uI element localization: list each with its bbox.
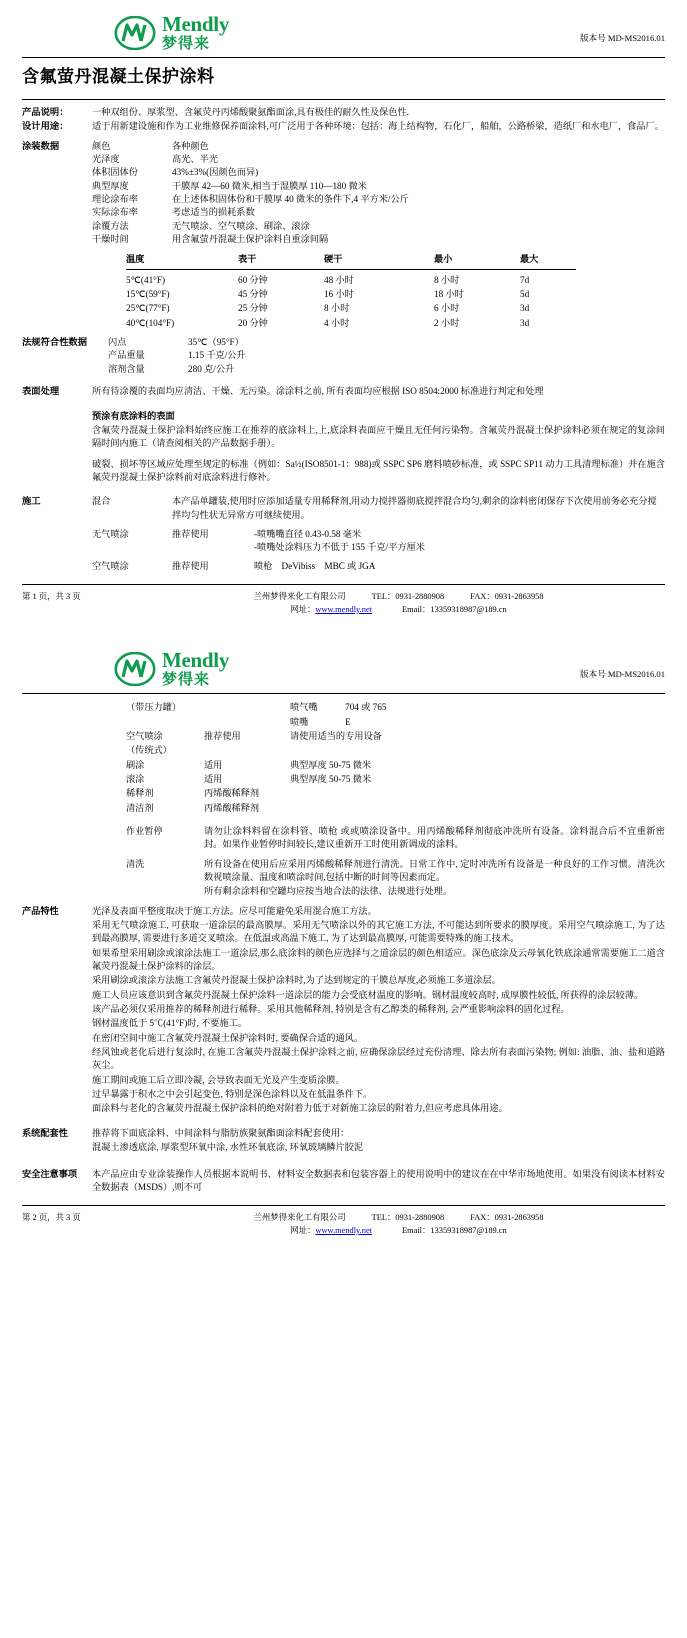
coating-key: 光泽度 (92, 153, 120, 164)
company-email: Email：13359318987@189.cn (402, 1225, 507, 1235)
air-spray-recommend: 推荐使用 (172, 560, 209, 571)
safety-notice-label: 安全注意事项 (22, 1168, 78, 1179)
page-header (22, 14, 665, 55)
system-compatibility-text-2: 混凝土渗透底涂, 厚浆型环氧中涂, 水性环氧底涂, 环氧玻璃鳞片胶泥 (92, 1142, 364, 1153)
feature-item: 如果希望采用刷涂或滚涂法施工一道涂层,那么底涂料的颜色应选择与之道涂层的颜色相适应。深色底涂及云母氧化铁底涂通常需要施工二道含氟荧丹混凝土保护涂料的涂层。 (92, 947, 665, 972)
page2-footer (22, 1212, 665, 1237)
coating-key: 典型厚度 (92, 180, 129, 191)
cell-min: 2 小时 (434, 317, 460, 328)
air-spray-gun: 喷枪 DeVibiss MBC 或 JGA (254, 560, 376, 571)
coating-key: 体积固体份 (92, 167, 138, 178)
table-row (22, 759, 665, 772)
spray-value: 典型厚度 50-75 微米 (290, 759, 372, 770)
regulatory-key: 闪点 (108, 337, 127, 348)
company-fax: FAX：0931-2863958 (470, 591, 544, 601)
product-features-label: 产品特性 (22, 905, 59, 916)
coating-data-label: 涂装数据 (22, 140, 60, 151)
air-spray-row (92, 560, 665, 573)
airless-nozzle: -喷嘴嘴直径 0.43-0.58 毫米 (254, 528, 362, 539)
cell-hard: 16 小时 (324, 289, 354, 300)
spray-mid: 丙烯酸稀释剂 (204, 802, 260, 813)
work-pause-text: 请勿让涂料料留在涂料管、喷枪 或或喷涂设备中。用丙烯酸稀释剂彻底冲洗所有设备。涂料混合后不宜重新密封。如果作业暂停时间较长,建议重新开工时使用新调成的涂料。 (204, 825, 665, 850)
table-row (22, 802, 665, 815)
feature-item: 经风蚀或老化后进行复涂时, 在施工含氟荧丹混凝土保护涂料之前, 应确保涂层经过充份清理、除去所有表面污染物; 例如: 油脂、油、盐和道路灰尘。 (92, 1047, 665, 1071)
coating-data-section (22, 140, 665, 247)
version-number: 版本号 MD-MS2016.01 (580, 33, 665, 43)
coating-key: 颜色 (92, 140, 111, 151)
drying-table-divider (126, 269, 576, 270)
cell-max: 7d (520, 274, 530, 285)
airless-pressure: -喷嘴处涂料压力不低于 155 千克/平方厘米 (254, 542, 425, 553)
coating-row (92, 166, 665, 179)
spray-value: 喷气嘴 704 或 765 (290, 702, 387, 713)
cell-max: 5d (520, 289, 530, 300)
regulatory-row (108, 336, 665, 349)
brand-name-en: Mendly (162, 648, 230, 673)
company-email: Email：13359318987@189.cn (402, 604, 507, 614)
spray-value (290, 787, 665, 800)
work-pause-block (126, 825, 665, 852)
coating-row (92, 206, 665, 219)
construction-body (92, 495, 665, 573)
coating-value: 无气喷涂、空气喷涂、刷涂、滚涂 (172, 220, 310, 231)
feature-item: 采用刷涂或滚涂方法施工含氟荧丹混凝土保护涂料时,为了达到规定的干膜总厚度,必须施工多道涂层。 (92, 975, 501, 986)
spray-mid: 适用 (204, 773, 223, 784)
design-use-text: 适于用新建设施和作为工业维修保养面涂料,可广泛用于各种环境：包括：海上结构物，石化厂，船舶，公路桥梁，造纸厂和水电厂，食品厂。 (92, 121, 664, 132)
spray-mid (204, 716, 290, 729)
regulatory-value: 35℃（95°F） (188, 337, 244, 348)
website-link[interactable]: www.mendly.net (315, 604, 372, 614)
regulatory-row (108, 349, 665, 362)
surface-prep-text: 所有待涂覆的表面均应清洁、干燥、无污染。涂涂料之前, 所有表面均应根据 ISO 8504:2000 标准进行判定和处理 (92, 386, 544, 397)
feature-item: 施工人员应该意识到含氟荧丹混凝土保护涂料一道涂层的能力会受底材温度的影响。钢材温度较高时, 成厚膜性较低, 所获得的涂层较薄。 (92, 989, 644, 1000)
feature-item: 施工期间或施工后立即冷凝, 会导致表面无光及产生变质涂膜。 (92, 1074, 345, 1085)
spray-key: 空气喷涂 (126, 730, 163, 741)
coating-row (92, 153, 665, 166)
coating-key: 涂覆方法 (92, 220, 129, 231)
regulatory-key: 产品重量 (108, 350, 145, 361)
pretreatment-paragraph-2: 破裂、损坏等区域应处理至规定的标准（例如：Sa½(ISO8501-1：988)或 SSPC SP6 磨料喷砂标准，或 SSPC SP11 动力工具清理标准）并在施含氟荧丹混凝土保护涂料前对底涂料进行修补。 (92, 458, 665, 482)
coating-row (92, 220, 665, 233)
airless-recommend: 推荐使用 (172, 528, 209, 539)
work-pause-label: 作业暂停 (126, 825, 163, 836)
company-fax: FAX：0931-2863958 (470, 1213, 544, 1223)
company-tel: TEL：0931-2880908 (371, 1213, 445, 1223)
surface-prep-label: 表面处理 (22, 386, 60, 397)
brand-logo (114, 14, 229, 51)
regulatory-label: 法规符合性数据 (22, 337, 88, 348)
spray-value: 请使用适当的专用设备 (290, 730, 382, 741)
construction-label: 施工 (22, 496, 41, 507)
table-row (22, 730, 665, 743)
spray-key (126, 716, 204, 729)
coating-row (92, 193, 665, 206)
cell-hard: 48 小时 (324, 274, 354, 285)
coating-value: 干膜厚 42—60 微米,相当于湿膜厚 110—180 微米 (172, 180, 367, 191)
coating-value: 43%±3%(因颜色而异) (172, 167, 259, 178)
feature-item: 采用无气喷涂施工, 可获取一道涂层的最高膜厚。采用无气喷涂以外的其它施工方法, 不可能达到所要求的膜厚度。采用空气喷涂施工, 为了达到最高膜厚, 需要进行多道交叉喷涂。在低温或高温下施工, 为了达到最高膜厚, 可能需要特殊的施工技术。 (92, 920, 665, 944)
regulatory-key: 溶剂含量 (108, 363, 145, 374)
logo-mark-icon (114, 16, 156, 50)
drying-col-hard: 硬干 (324, 254, 343, 265)
regulatory-body (108, 336, 665, 376)
table-row (22, 787, 665, 800)
brand-name-cn: 梦得来 (162, 671, 211, 689)
table-row (126, 317, 576, 330)
coating-data-body (92, 140, 665, 247)
product-description-label: 产品说明： (22, 106, 69, 117)
surface-prep-section (22, 385, 665, 398)
table-row (22, 701, 665, 714)
cell-temp: 5℃(41°F) (126, 274, 166, 285)
mixing-row (92, 495, 665, 522)
page-gap (0, 622, 687, 640)
regulatory-section (22, 336, 665, 376)
company-name: 兰州梦得来化工有限公司 (253, 591, 346, 601)
feature-item: 过早暴露于积水之中会引起变色, 特别是深色涂料以及在低温条件下。 (92, 1089, 373, 1100)
feature-item: 钢材温度低于 5℃(41°F)时, 不要施工。 (92, 1018, 248, 1029)
spray-key: （传统式） (126, 745, 172, 756)
spray-value: 喷嘴 E (290, 716, 351, 727)
coating-row (92, 180, 665, 193)
cleaning-text-2: 所有剩余涂料和空罐均应按当地合法的法律、法规进行处理。 (204, 886, 453, 897)
website-label: 网址： (290, 604, 316, 614)
footer-contact-line-2 (132, 1225, 665, 1238)
spray-mid: 丙烯酸稀释剂 (204, 788, 260, 799)
drying-col-temp: 温度 (126, 254, 145, 265)
website-label: 网址： (290, 1225, 316, 1235)
mixing-value: 本产品单罐装,使用时应添加适量专用稀释剂,用动力搅拌器彻底搅拌混合均匀,剩余的涂料密闭保存下次使用前务必充分搅拌均匀性状无异常方可继续使用。 (172, 496, 657, 520)
page2-footer-divider (22, 1205, 665, 1206)
regulatory-row (108, 363, 665, 376)
page-footer (22, 591, 665, 616)
coating-value: 用含氟萤丹混凝土保护涂料自重涂间隔 (172, 233, 329, 244)
safety-notice-section (22, 1168, 665, 1196)
airless-spray-value (172, 528, 665, 555)
cell-surface: 45 分钟 (238, 289, 268, 300)
coating-value: 在上述体积固体份和干膜厚 40 微米的条件下,4 平方米/公斤 (172, 193, 409, 204)
document-page-1 (0, 0, 687, 622)
feature-item: 该产品必须仅采用推荐的稀释剂进行稀释。采用其他稀释剂, 特别是含有乙醇类的稀释剂, 会严重影响涂料的固化过程。 (92, 1004, 570, 1015)
table-row (126, 302, 576, 315)
design-use-row (22, 120, 665, 133)
table-row (126, 274, 576, 287)
product-features-body (92, 905, 665, 1117)
drying-col-min: 最小 (434, 254, 453, 265)
coating-row (92, 233, 665, 246)
coating-value: 高光、半光 (172, 153, 218, 164)
cell-temp: 40℃(104°F) (126, 317, 175, 328)
footer-contact-line-1 (132, 1212, 665, 1225)
page-title: 含氟萤丹混凝土保护涂料 (22, 67, 215, 86)
footer-divider (22, 584, 665, 585)
drying-time-table (126, 253, 576, 330)
drying-col-max: 最大 (520, 254, 539, 265)
coating-key: 干燥时间 (92, 233, 129, 244)
coating-value: 各种颜色 (172, 140, 209, 151)
company-name: 兰州梦得来化工有限公司 (253, 1213, 346, 1223)
header-divider (22, 57, 665, 58)
footer-contact-line-2 (132, 604, 665, 617)
brand-name-cn: 梦得来 (162, 35, 211, 52)
product-description-row (22, 106, 665, 119)
mixing-key: 混合 (92, 496, 111, 507)
company-tel: TEL：0931-2880908 (371, 591, 445, 601)
system-compatibility-section (22, 1127, 665, 1156)
spray-key: 刷涂 (126, 759, 145, 770)
cell-surface: 25 分钟 (238, 303, 268, 314)
regulatory-value: 1.15 千克/公升 (188, 350, 246, 361)
table-row (22, 716, 665, 729)
cell-temp: 25℃(77°F) (126, 303, 170, 314)
cell-hard: 8 小时 (324, 303, 350, 314)
table-row (22, 744, 665, 757)
table-row (126, 288, 576, 301)
spray-value (290, 744, 665, 757)
spray-value: 典型厚度 50-75 微米 (290, 773, 372, 784)
table-row (22, 773, 665, 786)
product-description-text: 一种双组份、厚浆型、含氟荧丹丙烯酸聚氨酯面涂,具有极佳的耐久性及保色性. (92, 106, 409, 117)
page2-header (22, 650, 665, 691)
coating-row (92, 140, 665, 153)
system-compatibility-label: 系统配套性 (22, 1127, 68, 1138)
version-number: 版本号 MD-MS2016.01 (580, 669, 665, 680)
spray-key: 稀释剂 (126, 788, 154, 799)
drying-table-header (126, 253, 576, 266)
safety-notice-text: 本产品应由专业涂装操作人员根据本说明书、材料安全数据表和包装容器上的使用说明中的建议在在中华市场地使用。如果没有阅读本材料安全数据表（MSDS）,则不可 (92, 1168, 665, 1192)
cell-surface: 20 分钟 (238, 317, 268, 328)
feature-item: 在密闭空间中施工含氟荧丹混凝土保护涂料时, 要确保合适的通风。 (92, 1032, 364, 1043)
spray-equipment-table (22, 701, 665, 815)
cell-hard: 4 小时 (324, 317, 350, 328)
cleaning-label: 清洗 (126, 858, 145, 869)
feature-item: 面涂料与老化的含氟荧丹混凝土保护涂料的绝对附着力低于对新施工涂层的附着力,但应考虑具体用途。 (92, 1103, 508, 1114)
cell-min: 8 小时 (434, 274, 460, 285)
airless-spray-row (92, 528, 665, 555)
logo-mark-icon (114, 652, 156, 686)
cell-temp: 15℃(59°F) (126, 289, 170, 300)
cleaning-block (126, 858, 665, 899)
construction-section (22, 495, 665, 573)
pretreatment-title: 预涂有底涂料的表面 (92, 410, 175, 421)
design-use-label: 设计用途： (22, 121, 69, 132)
spray-mid (204, 701, 290, 714)
document-page-2 (0, 640, 687, 1243)
drying-col-surface: 表干 (238, 254, 257, 265)
spray-key: 清洁剂 (126, 802, 154, 813)
spray-key: （带压力罐） (126, 702, 182, 713)
cell-min: 18 小时 (434, 289, 464, 300)
cleaning-text: 所有设备在使用后应采用丙烯酸稀释剂进行清洗。日常工作中, 定时冲洗所有设备是一种良好的工作习惯。清洗次数视喷涂量、温度和喷涂时间,包括中断的时间等因素而定。 (204, 858, 665, 882)
feature-item: 光泽及表面平整度取决于施工方法。应尽可能避免采用混合施工方法。 (92, 905, 377, 916)
brand-name-en: Mendly (162, 12, 230, 36)
website-link[interactable]: www.mendly.net (315, 1225, 372, 1235)
cell-max: 3d (520, 303, 530, 314)
air-spray-key: 空气喷涂 (92, 560, 129, 571)
coating-key: 理论涂布率 (92, 193, 138, 204)
system-compatibility-text-1: 推荐将下面底涂料、中间涂料与脂肪族聚氨酯面涂料配套使用： (92, 1127, 350, 1138)
airless-spray-key: 无气喷涂 (92, 528, 129, 539)
cell-min: 6 小时 (434, 303, 460, 314)
pretreatment-block (92, 410, 665, 485)
cell-max: 3d (520, 317, 530, 328)
coating-value: 考虑适当的损耗系数 (172, 207, 255, 218)
spray-mid (204, 744, 290, 757)
spray-value (290, 802, 665, 815)
regulatory-value: 280 克/公升 (188, 363, 235, 374)
page-number: 第 1 页，共 3 页 (22, 591, 81, 601)
cell-surface: 60 分钟 (238, 274, 268, 285)
footer-contact-line-1 (132, 591, 665, 604)
spray-mid: 适用 (204, 759, 223, 770)
brand-logo (114, 650, 229, 687)
pretreatment-paragraph-1: 含氟荧丹混凝土保护涂料始终应施工在推荐的底涂料上,上,底涂料表面应干燥且无任何污染物。含氟荧丹混凝土保护涂料必须在规定的复涂间隔时间内施工（请查阅相关的产品数据手册）。 (92, 424, 665, 449)
page-number: 第 2 页，共 3 页 (22, 1213, 81, 1223)
spray-key: 滚涂 (126, 773, 145, 784)
product-features-section (22, 905, 665, 1117)
spray-mid: 推荐使用 (204, 730, 241, 741)
coating-key: 实际涂布率 (92, 207, 138, 218)
